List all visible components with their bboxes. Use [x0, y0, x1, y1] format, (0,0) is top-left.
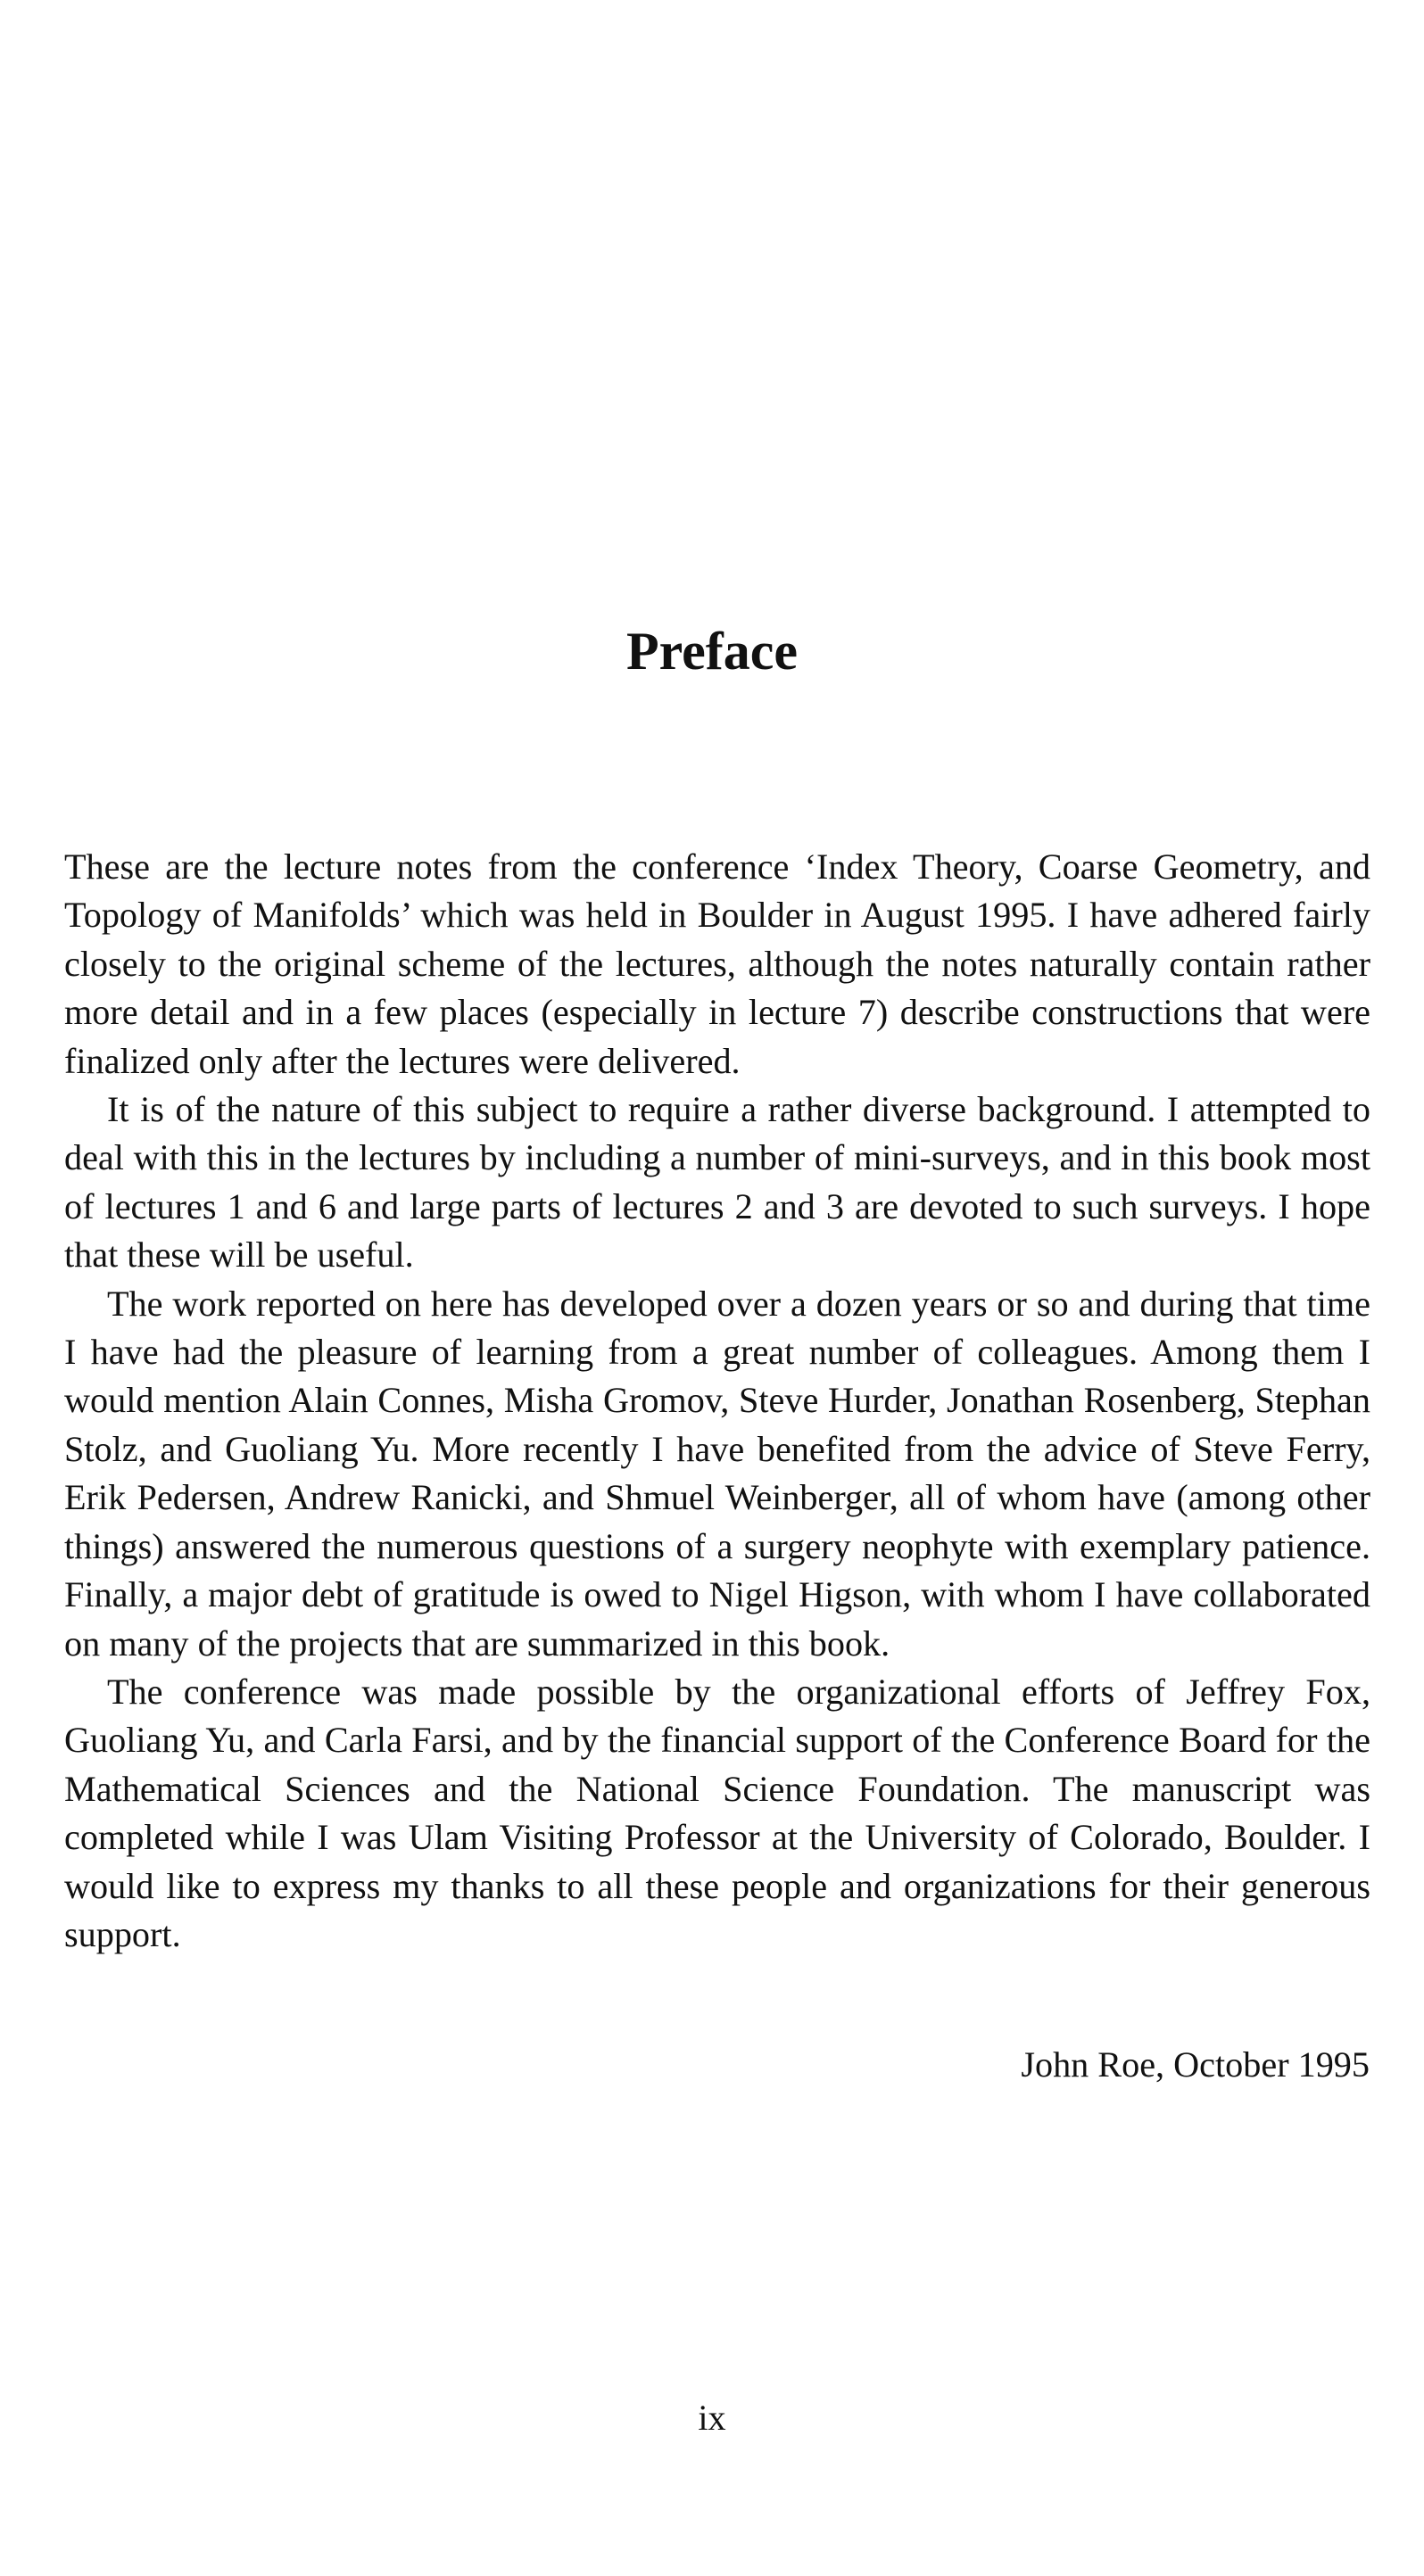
page-title: Preface — [625, 622, 799, 681]
preface-body — [64, 843, 1370, 1959]
page-number: ix — [698, 2398, 726, 2438]
paragraph-4: The conference was made possible by the organizational efforts of Jeffrey Fox, Guoliang Yu, and Carla Farsi, and by the financial support of the Conference Board for the Mathematical Sciences and the National Science Foundation. The manuscript was completed while I was Ulam Visiting Professor at the University of Colorado, Boulder. I would like to express my thanks to all these people and organizations for their generous support. — [64, 1671, 1370, 1954]
paragraph-1: These are the lecture notes from the conference ‘Index Theory, Coarse Geometry, and Topology of Manifolds’ which was held in Boulder in August 1995. I have adhered fairly closely to the original scheme of the lectures, although the notes naturally contain rather more detail and in a few places (especially in lecture 7) describe constructions that were finalized only after the lectures were delivered. — [64, 846, 1370, 1081]
author-signature: John Roe, October 1995 — [1021, 2044, 1370, 2085]
paragraph-2: It is of the nature of this subject to require a rather diverse background. I attempted to deal with this in the lectures by including a number of mini-surveys, and in this book most of lectures 1 and 6 and large parts of lectures 2 and 3 are devoted to such surveys. I hope that these will be useful. — [64, 1089, 1370, 1276]
paragraph-3: The work reported on here has developed over a dozen years or so and during that time I have had the pleasure of learning from a great number of colleagues. Among them I would mention Alain Connes, Misha Gromov, Steve Hurder, Jonathan Rosenberg, Stephan Stolz, and Guoliang Yu. More recently I have benefited from the advice of Steve Ferry, Erik Pedersen, Andrew Ranicki, and Shmuel Weinberger, all of whom have (among other things) answered the numerous questions of a surgery neophyte with exemplary patience. Finally, a major debt of gratitude is owed to Nigel Higson, with whom I have collaborated on many of the projects that are summarized in this book. — [64, 1283, 1370, 1664]
